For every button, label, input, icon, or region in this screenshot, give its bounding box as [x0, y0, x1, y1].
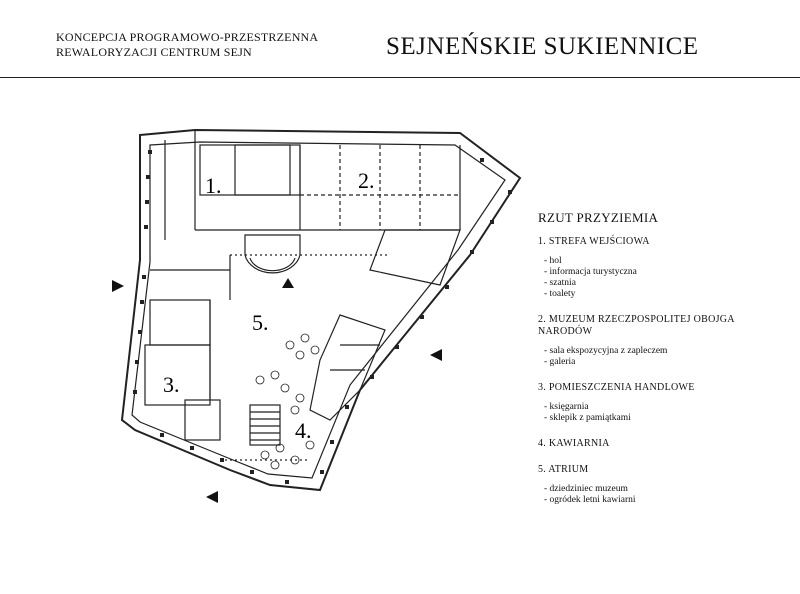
legend-item: - informacja turystyczna: [544, 267, 637, 277]
entrance-arrow-south: [206, 491, 218, 503]
legend-section-2: [538, 314, 778, 368]
zone-label-2: 2.: [358, 168, 375, 193]
zone-label-3: 3.: [163, 372, 180, 397]
legend: [538, 212, 778, 520]
room-cafe: [310, 315, 385, 420]
legend-item: - hol: [544, 256, 562, 266]
legend-section-5: [538, 464, 778, 506]
room-shop-upper: [150, 300, 210, 345]
project-subtitle-line-2: REWALORYZACJI CENTRUM SEJN: [56, 45, 252, 59]
legend-section-4: [538, 438, 778, 450]
legend-item: - szatnia: [544, 278, 576, 288]
legend-item: - księgarnia: [544, 402, 589, 412]
legend-section-3: [538, 382, 778, 424]
zone-label-5: 5.: [252, 310, 269, 335]
entrance-arrow-west: [112, 280, 124, 292]
legend-heading: RZUT PRZYZIEMIA: [538, 210, 659, 225]
legend-item: - sala ekspozycyjna z zapleczem: [544, 346, 668, 356]
legend-item: - galeria: [544, 357, 576, 367]
legend-item: - dziedziniec muzeum: [544, 484, 628, 494]
entrance-arrow-north: [282, 278, 294, 288]
legend-section-title: 3. POMIESZCZENIA HANDLOWE: [538, 382, 695, 393]
legend-section-title: 2. MUZEUM RZECZPOSPOLITEJ OBOJGA NARODÓW: [538, 314, 735, 337]
legend-section-title: 4. KAWIARNIA: [538, 438, 610, 449]
legend-section-1: [538, 236, 778, 300]
inner-wall: [132, 142, 505, 478]
legend-item: - ogródek letni kawiarni: [544, 495, 636, 505]
entrance-arrow-east: [430, 349, 442, 361]
legend-section-title: 5. ATRIUM: [538, 464, 589, 475]
drawing-title: SEJNEŃSKIE SUKIENNICE: [386, 33, 699, 60]
project-subtitle-line-1: KONCEPCJA PROGRAMOWO-PRZESTRZENNA: [56, 30, 319, 44]
room-toilets: [235, 145, 290, 195]
entrance-rotunda: [245, 235, 300, 273]
legend-item: - sklepik z pamiątkami: [544, 413, 631, 423]
zone-label-4: 4.: [295, 418, 312, 443]
legend-item: - toalety: [544, 289, 576, 299]
legend-section-title: 1. STREFA WEJŚCIOWA: [538, 236, 650, 247]
room-east: [370, 230, 460, 285]
zone-label-1: 1.: [205, 173, 222, 198]
staircase: [250, 405, 280, 445]
